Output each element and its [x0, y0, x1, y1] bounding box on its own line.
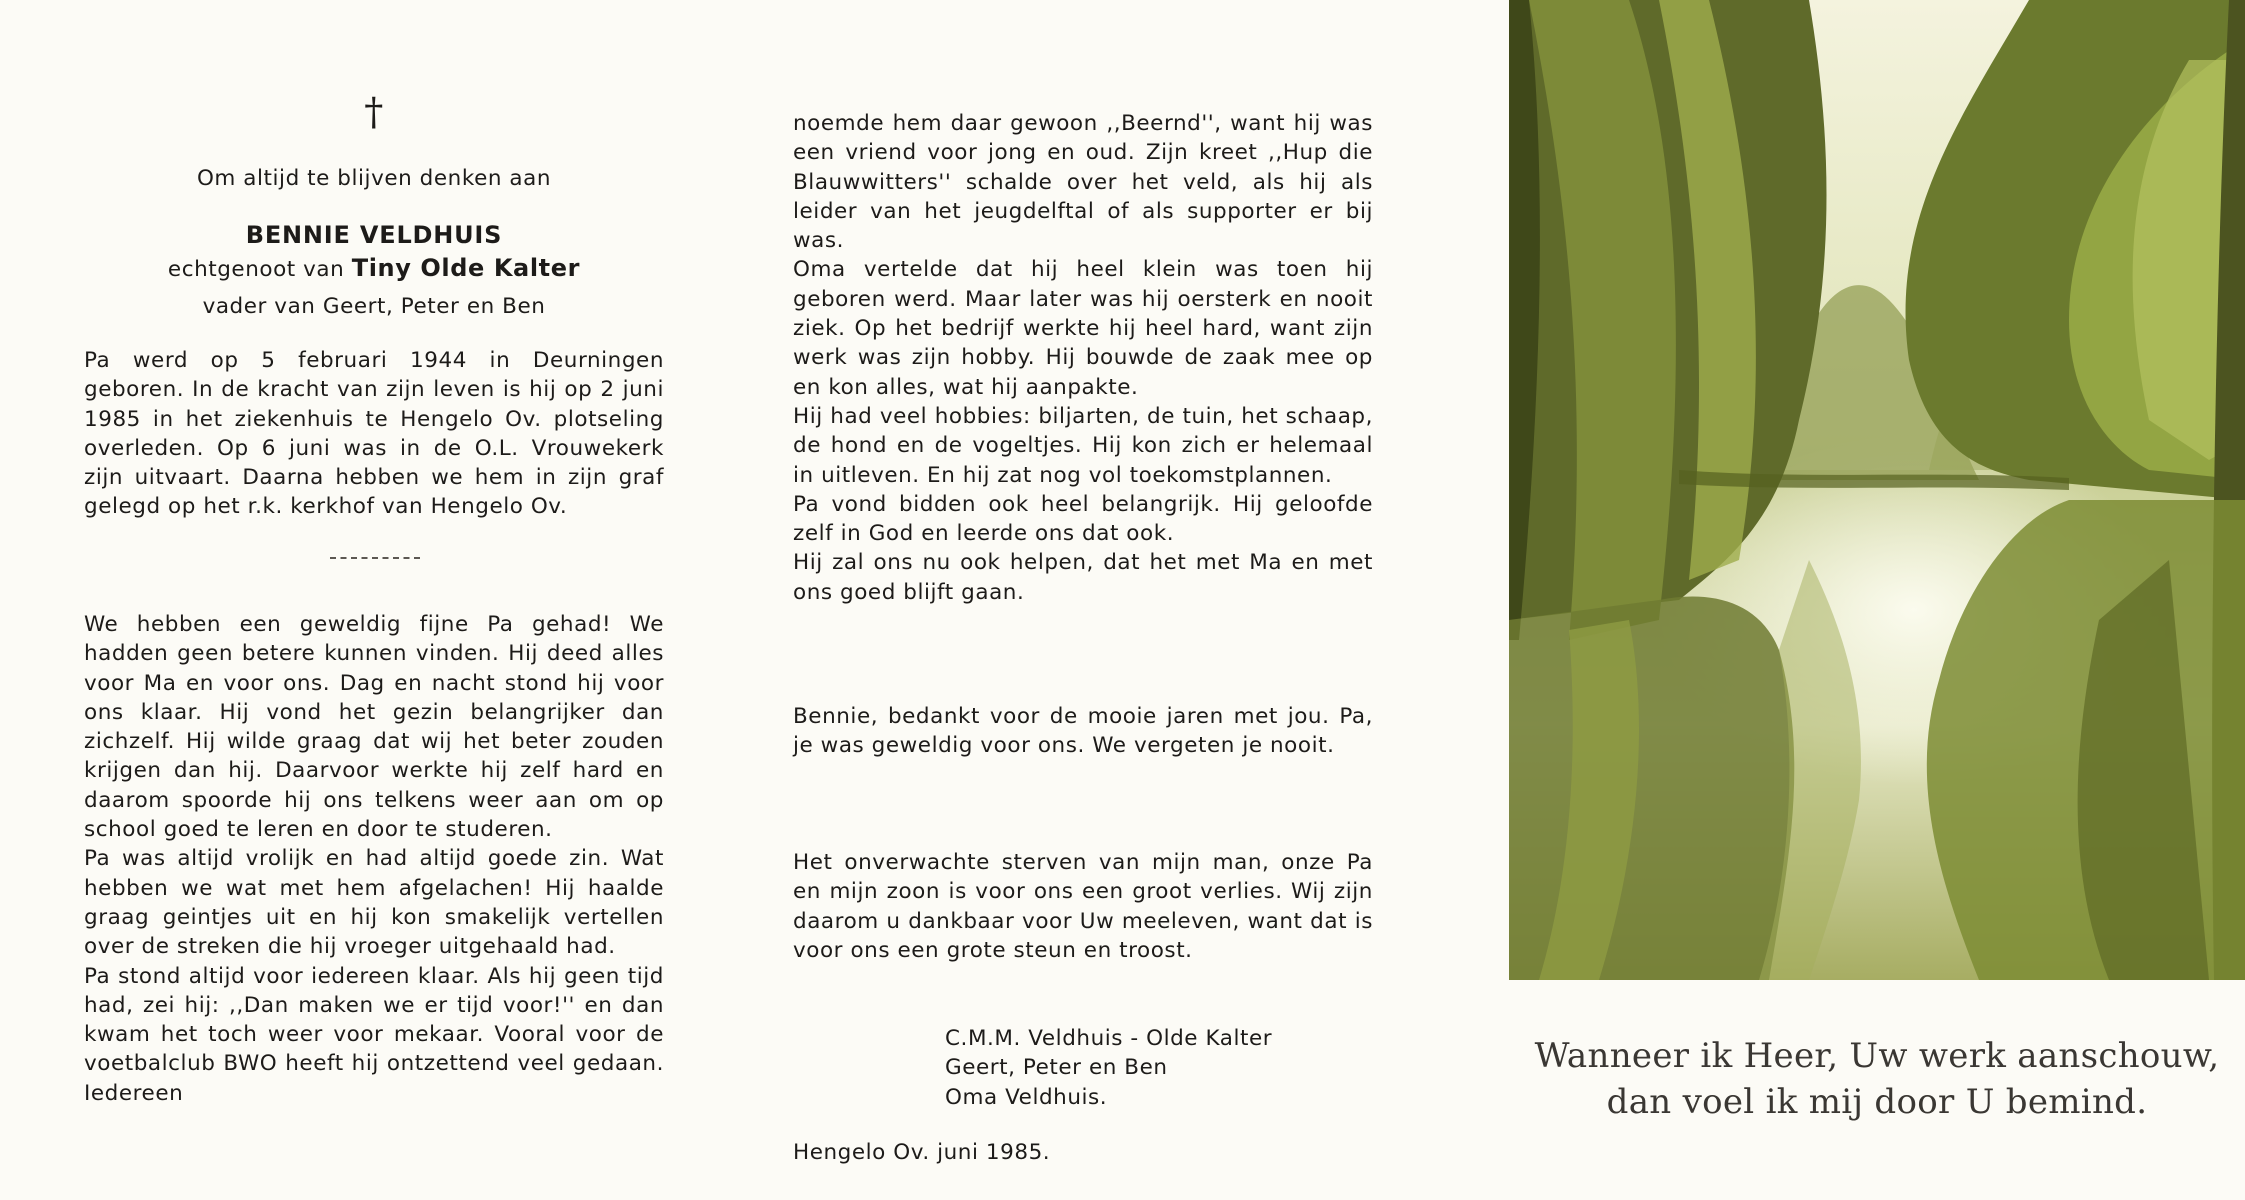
signature-block — [945, 1024, 1272, 1112]
tribute-paragraph: Oma vertelde dat hij heel klein was toen hij geboren werd. Maar later was hij oersterk en nooit ziek. Op het bedrijf werkte hij heel hard, want zijn werk was zijn hobby. Hij bouwde de zaak mee op en kon alles, wat hij aanpakte. — [793, 257, 1373, 400]
signature-line: Oma Veldhuis. — [945, 1084, 1108, 1110]
biography-paragraph: Pa werd op 5 februari 1944 in Deurningen geboren. In de kracht van zijn leven is hij op 2 juni 1985 in het ziekenhuis te Hengelo Ov. plotseling overleden. Op 6 juni was in de O.L. Vrouwekerk zijn uitvaart. Daarna hebben we hem in zijn graf gelegd op het r.k. kerkhof van Hengelo Ov. — [84, 348, 664, 520]
spouse-line — [84, 254, 664, 284]
place-date: Hengelo Ov. juni 1985. — [793, 1140, 1051, 1165]
spouse-prefix: echtgenoot van — [167, 257, 345, 282]
tribute-paragraph: Pa stond altijd voor iedereen klaar. Als hij geen tijd had, zei hij: ,,Dan maken we er tijd voor!'' en dan kwam het toch weer voor mekaar. Vooral voor de voetbalclub BWO heeft hij ontzettend veel gedaan. Iedereen — [84, 963, 664, 1106]
spouse-name: Tiny Olde Kalter — [351, 254, 581, 282]
tribute-paragraph: Pa was altijd vrolijk en had altijd goede zin. Wat hebben we wat met hem afgelachen! Hij haalde graag geintjes uit en hij kon smakelijk vertellen over de streken die hij vroeger uitgehaald had. — [84, 846, 664, 960]
poem-line: Wanneer ik Heer, Uw werk aanschouw, — [1534, 1036, 2220, 1076]
tribute-paragraph: Hij had veel hobbies: biljarten, de tuin, het schaap, de hond en de vogeltjes. Hij kon zich er helemaal in uitleven. En hij zat nog vol toekomstplannen. — [793, 403, 1373, 488]
signature-line: C.M.M. Veldhuis - Olde Kalter — [945, 1026, 1273, 1051]
tribute-paragraph: noemde hem daar gewoon ,,Beernd'', want hij was een vriend voor jong en oud. Zijn kreet ,,Hup die Blauwwitters'' schalde over het veld, als hij als leider van het jeugdelftal of als supporter er bij was. — [793, 111, 1373, 254]
deceased-name: BENNIE VELDHUIS — [245, 221, 503, 249]
farewell-paragraph: Bennie, bedankt voor de mooie jaren met jou. Pa, je was geweldig voor ons. We vergeten je nooit. — [793, 704, 1373, 759]
poem — [1509, 1033, 2245, 1125]
intro-line: Om altijd te blijven denken aan — [196, 166, 552, 191]
tribute-paragraph: Pa vond bidden ook heel belangrijk. Hij geloofde zelf in God en leerde ons dat ook. — [793, 491, 1373, 547]
thanks-paragraph: Het onverwachte sterven van mijn man, onze Pa en mijn zoon is voor ons een groot verlies. Wij zijn daarom u dankbaar voor Uw meeleven, want dat is voor ons een grote steun en troost. — [793, 850, 1373, 963]
tribute-paragraph: Hij zal ons nu ook helpen, dat het met Ma en met ons goed blijft gaan. — [793, 550, 1373, 605]
signature-line: Geert, Peter en Ben — [945, 1055, 1168, 1081]
poem-line: dan voel ik mij door U bemind. — [1606, 1082, 2148, 1122]
cross-icon: † — [364, 90, 384, 134]
children-line: vader van Geert, Peter en Ben — [202, 294, 546, 319]
tribute-paragraph: We hebben een geweldig fijne Pa gehad! We hadden geen betere kunnen vinden. Hij deed alles voor Ma en voor ons. Dag en nacht stond hij voor ons klaar. Hij vond het gezin belangrijker dan zichzelf. Hij wilde graag dat wij het beter zouden krijgen dan hij. Daarvoor werkte hij zelf hard en daarom spoorde hij ons telkens weer aan om op school goed te leren en door te studeren. — [84, 612, 664, 843]
section-divider — [330, 557, 420, 559]
willow-pond-photo — [1509, 0, 2245, 980]
